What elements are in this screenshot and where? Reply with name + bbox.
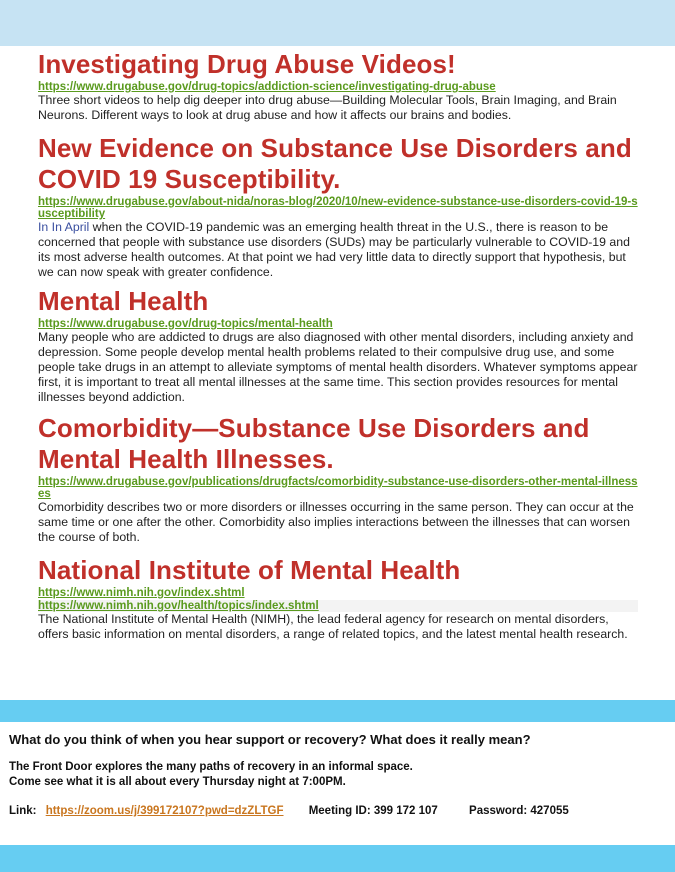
section-link[interactable]: https://www.drugabuse.gov/drug-topics/mental-health	[38, 318, 333, 330]
section-body-rest: when the COVID-19 pandemic was an emerging health threat in the U.S., there is reason to be concerned that people with substance use disorders (SUDs) may be particularly vulnerable to COVID-19 and its most adverse health outcomes. At that point we had very little data to directly support that hypothesis, but we can now speak with greater confidence.	[38, 220, 630, 279]
section-link-secondary[interactable]: https://www.nimh.nih.gov/health/topics/index.shtml	[38, 600, 638, 612]
meeting-footer	[0, 722, 675, 845]
section-body: Three short videos to help dig deeper into drug abuse—Building Molecular Tools, Brain Imaging, and Brain Neurons. Different ways to look at drug abuse and how it affects our brains and bodies.	[38, 93, 617, 122]
section-body	[38, 220, 638, 280]
section-body: The National Institute of Mental Health (NIMH), the lead federal agency for research on mental disorders, offers basic information on mental disorders, a range of related topics, and the latest mental health research.	[38, 612, 628, 641]
section-link[interactable]: https://www.nimh.nih.gov/index.shtml	[38, 587, 245, 599]
meeting-details	[9, 805, 669, 817]
section-covid-susceptibility	[38, 133, 638, 280]
resource-list	[38, 49, 638, 642]
section-nimh	[38, 555, 638, 642]
zoom-link[interactable]: https://zoom.us/j/399172107?pwd=dzZLTGF	[45, 805, 284, 817]
accent-band-top	[0, 700, 675, 722]
section-body: Comorbidity describes two or more disorders or illnesses occurring in the same person. They can occur at the same time or one after the other. Comorbidity also implies interactions between the illnesses that can worsen the course of both.	[38, 500, 634, 544]
section-body: Many people who are addicted to drugs are also diagnosed with other mental disorders, including anxiety and depression. Some people develop mental health problems related to their compulsive drug use, and some people take drugs in an attempt to alleviate symptoms of mental health disorders. Whatever symptoms appear first, it is important to treat all mental illnesses at the same time. This section provides resources for mental illnesses beyond addiction.	[38, 330, 638, 404]
meeting-id: Meeting ID: 399 172 107	[308, 805, 438, 817]
section-title: Comorbidity—Substance Use Disorders and Mental Health Illnesses.	[38, 413, 590, 474]
section-body-lead: In In April	[38, 220, 90, 234]
footer-line-1: The Front Door explores the many paths of recovery in an informal space.	[9, 761, 413, 773]
section-title: Mental Health	[38, 286, 209, 316]
section-investigating-drug-abuse	[38, 49, 638, 123]
section-title: New Evidence on Substance Use Disorders and COVID 19 Susceptibility.	[38, 133, 632, 194]
section-mental-health	[38, 286, 638, 405]
section-title: National Institute of Mental Health	[38, 555, 461, 585]
footer-line-2: Come see what it is all about every Thursday night at 7:00PM.	[9, 776, 346, 788]
top-band	[0, 0, 675, 46]
footer-question: What do you think of when you hear support or recovery? What does it really mean?	[9, 732, 531, 747]
link-label: Link:	[9, 805, 37, 817]
meeting-password: Password: 427055	[469, 805, 569, 817]
section-comorbidity	[38, 413, 638, 545]
accent-band-bottom	[0, 845, 675, 872]
section-link[interactable]: https://www.drugabuse.gov/about-nida/noras-blog/2020/10/new-evidence-substance-use-disorders-covid-19-susceptibility	[38, 196, 638, 220]
section-title: Investigating Drug Abuse Videos!	[38, 49, 456, 79]
footer-description	[9, 760, 413, 790]
section-link[interactable]: https://www.drugabuse.gov/publications/drugfacts/comorbidity-substance-use-disorders-other-mental-illnesses	[38, 476, 638, 500]
section-link[interactable]: https://www.drugabuse.gov/drug-topics/addiction-science/investigating-drug-abuse	[38, 81, 496, 93]
